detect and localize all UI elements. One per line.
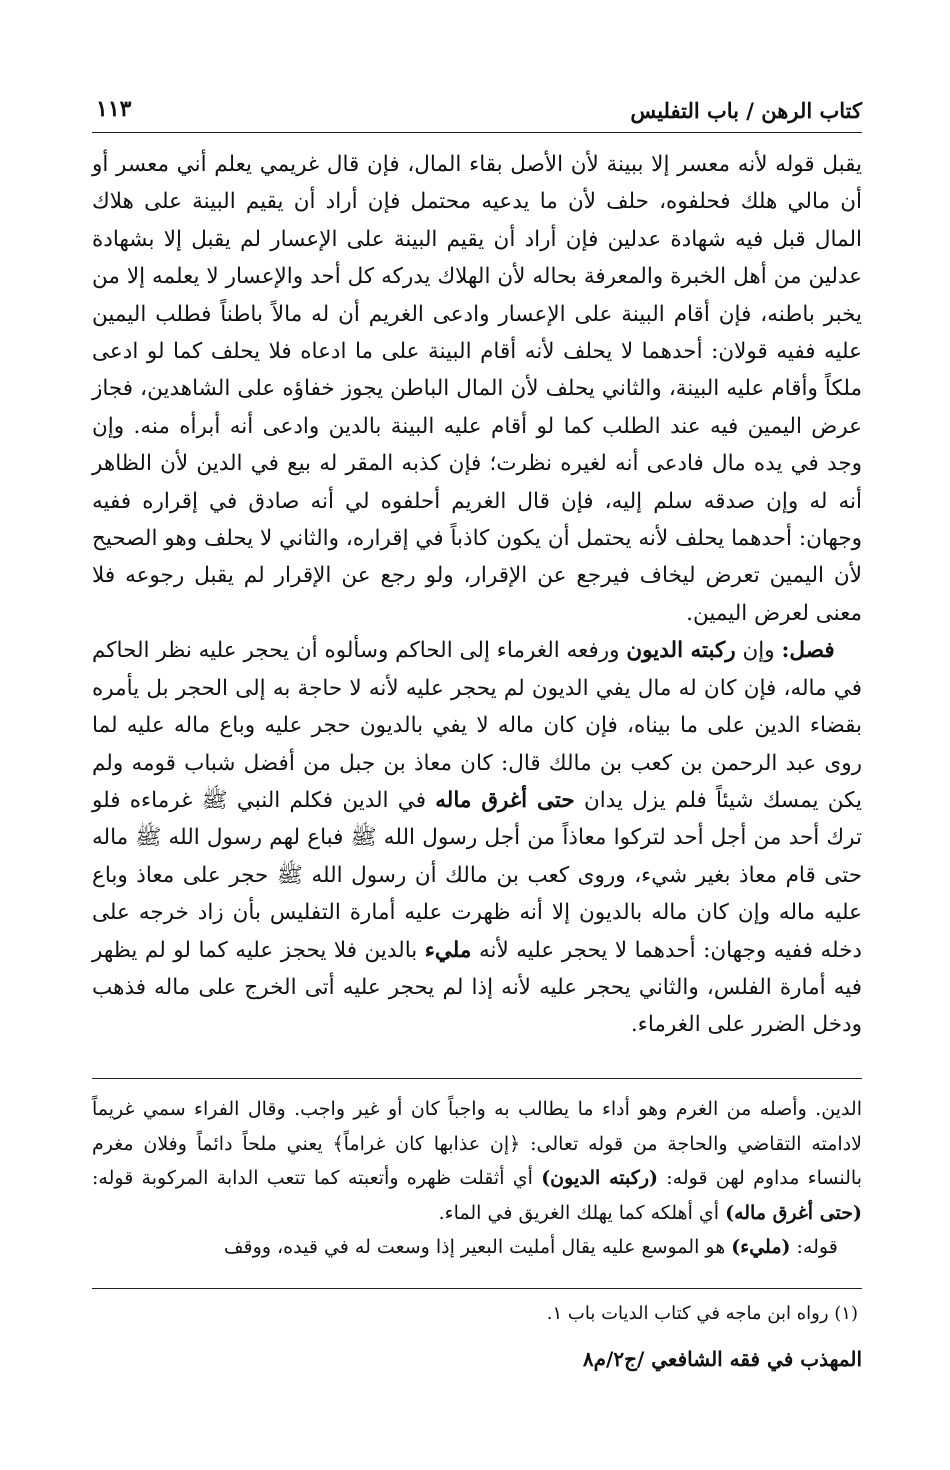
commentary-divider [92,1078,862,1079]
paragraph-2-part-3: بالدين فلا يحجز عليه كما لو لم يظهر فيه أمارة الفلس، والثاني يحجر عليه لأنه إذا لم يحجر عليه أتى الخرج على ماله فذهب ودخل الضرر على الغرماء. [92,937,862,1038]
section-label: فصل: [781,638,835,664]
document-page [92,0,862,1470]
paragraph-2-intro: وإن [742,638,775,664]
commentary-part-1: الدين. وأصله من الغرم وهو أداء ما يطالب به واجباً كان أو غير واجب. وقال الفراء سمي غريماً لادامته التقاضي والحاجة من قوله تعالى: ﴿إن عذابها كان غراماً﴾ يعني ملحاً دائماً وفلان مغرم بالنساء مداوم لهن قوله: [92,1098,862,1190]
page-number: ١١٣ [96,96,132,122]
commentary-bold-2: (حتى أغرق ماله) [725,1201,862,1224]
paragraph-2-part-2: في الدين فكلم النبي ﷺ غرماءه فلو ترك أحد من أجل أحد لتركوا معاذاً من أجل رسول الله ﷺ فباع لهم رسول الله ﷺ ماله حتى قام معاذ بغير شيء، وروى كعب بن مالك أن رسول الله ﷺ حجر على معاذ وباع عليه ماله وإن كان ماله بالديون إلا أنه ظهرت عليه أمارة التفليس بأن زاد خرجه على دخله ففيه وجهان: أحدهما لا يحجر عليه لأنه [92,787,862,963]
paragraph-1: يقبل قوله لأنه معسر إلا ببينة لأن الأصل بقاء المال، فإن قال غريمي يعلم أني معسر أو أن مالي هلك فحلفوه، حلف لأن ما يدعيه محتمل فإن أراد أن يقيم البينة على هلاك المال قبل فيه شهادة عدلين فإن أراد أن يقيم البينة على الإعسار لم يقبل إلا بشهادة عدلين من أهل الخبرة والمعرفة بحاله لأن الهلاك يدركه كل أحد والإعسار لا يعلمه إلا من يخبر باطنه، فإن أقام البينة على الإعسار وادعى الغريم أن له مالاً باطناً فطلب اليمين عليه ففيه قولان: أحدهما لا يحلف لأنه أقام البينة على ما ادعاه فلا يحلف كما لو ادعى ملكاً وأقام عليه البينة، والثاني يحلف لأن المال الباطن يجوز خفاؤه على الشاهدين، فجاز عرض اليمين فيه عند الطلب كما لو أقام عليه البينة بالدين وادعى أنه أبرأه منه. وإن وجد في يده مال فادعى أنه لغيره نظرت؛ فإن كذبه المقر له بيع في الدين لأن الظاهر أنه له وإن صدقه سلم إليه، فإن قال الغريم أحلفوه لي أنه صادق في إقراره ففيه وجهان: أحدهما يحلف لأنه يحتمل أن يكون كاذباً في إقراره، والثاني لا يحلف وهو الصحيح لأن اليمين تعرض ليخاف فيرجع عن الإقرار، ولو رجع عن الإقرار لم يقبل رجوعه فلا معنى لعرض اليمين. [92,152,862,626]
paragraph-2-part-1: ورفعه الغرماء إلى الحاكم وسألوه أن يحجر عليه نظر الحاكم في ماله، فإن كان له مال يفي الديون لم يحجر عليه لأنه لا حاجة به إلى الحجر بل يأمره بقضاء الدين على ما بيناه، فإن كان ماله لا يفي بالديون حجر عليه وباع ماله عليه لما روى عبد الرحمن بن كعب بن مالك قال: كان معاذ بن جبل من أفضل شباب قومه ولم يكن يمسك شيئاً فلم يزل يدان [92,638,863,813]
page-header [92,88,862,133]
bold-term-3: مليء [424,937,472,963]
footnote-divider [92,1288,862,1289]
bold-term-2: حتى أغرق ماله [435,787,575,813]
main-text [92,146,862,1044]
commentary-notes [92,1092,862,1265]
commentary-paragraph-2 [92,1230,862,1265]
commentary-bold-1: (ركبته الديون) [541,1167,658,1190]
commentary-line2-bold: (مليء) [731,1236,791,1259]
footnote: (١) رواه ابن ماجه في كتاب الديات باب ١. [546,1303,858,1324]
running-title: كتاب الرهن / باب التفليس [630,98,862,123]
commentary-paragraph-1 [92,1092,862,1230]
book-title: المهذب في فقه الشافعي /ج٢/م٨ [582,1347,862,1371]
paragraph-2: ​ فصل: وإن ركبته الديون ورفعه الغرماء إلى الحاكم وسألوه أن يحجر عليه نظر الحاكم في ماله، فإن كان له مال يفي الديون لم يحجر عليه لأنه لا حاجة به إلى الحجر بل يأمره بقضاء الدين على ما بيناه، فإن كان ماله لا يفي بالديون حجر عليه وباع ماله عليه لما روى عبد الرحمن بن كعب بن مالك قال: كان معاذ بن جبل من أفضل شباب قومه ولم يكن يمسك شيئاً فلم يزل يدان حتى أغرق ماله في الدين فكلم النبي ﷺ غرماءه فلو ترك أحد من أجل أحد لتركوا معاذاً من أجل رسول الله ﷺ فباع لهم رسول الله ﷺ ماله حتى قام معاذ بغير شيء، وروى كعب بن مالك أن رسول الله ﷺ حجر على معاذ وباع عليه ماله وإن كان ماله بالديون إلا أنه ظهرت عليه أمارة التفليس بأن زاد خرجه على دخله ففيه وجهان: أحدهما لا يحجر عليه لأنه مليء بالدين فلا يحجز عليه كما لو لم يظهر فيه أمارة الفلس، والثاني يحجر عليه لأنه إذا لم يحجر عليه أتى الخرج على ماله فذهب ودخل الضرر على الغرماء. [92,638,863,1038]
bold-term-1: ركبته الديون [626,638,736,664]
commentary-line2-intro: قوله: [790,1236,838,1259]
commentary-part-2: أي أثقلت ظهره وأتعبته كما تتعب الدابة المركوبة قوله: [92,1167,542,1190]
commentary-line2-text: هو الموسع عليه يقال أمليت البعير إذا وسعت له في قيده، ووقف [223,1236,732,1259]
commentary-part-3: أي أهلكه كما يهلك الغريق في الماء. [438,1201,726,1224]
